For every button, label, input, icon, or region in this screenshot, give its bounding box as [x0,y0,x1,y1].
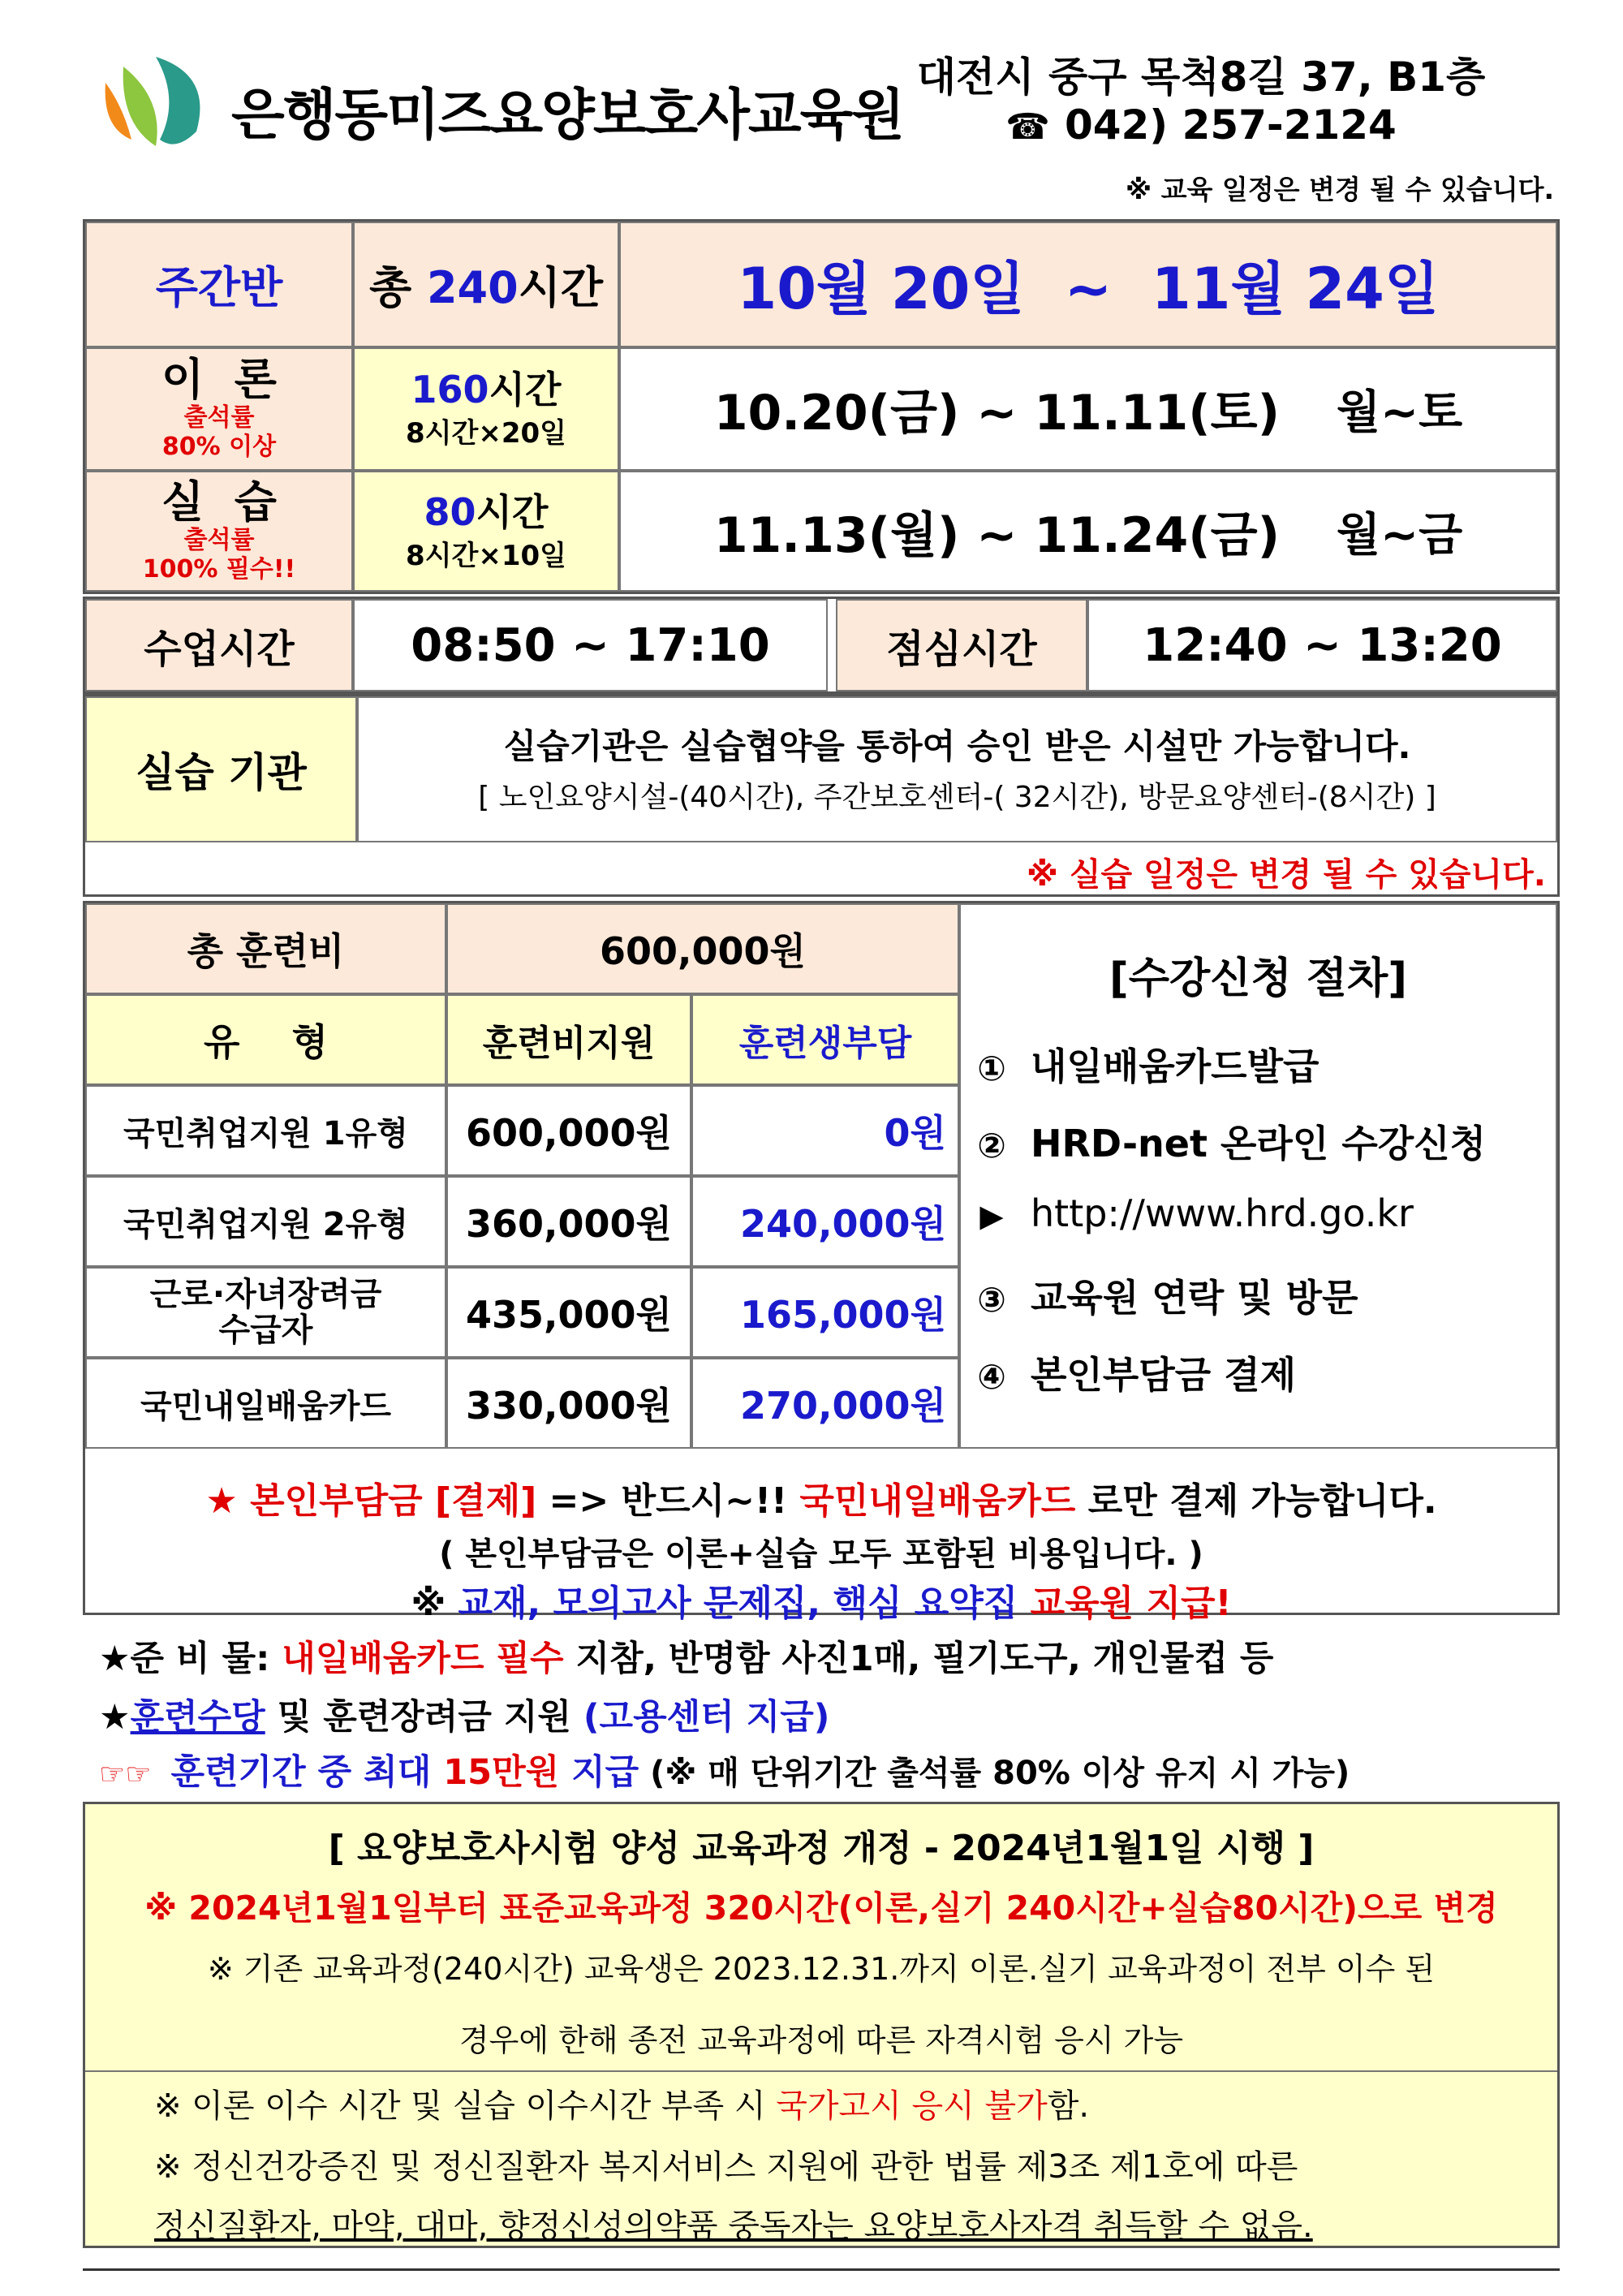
phone-line [893,101,1509,149]
table-cell [691,1358,959,1449]
step-text: 교육원 연락 및 방문 [1031,1276,1358,1320]
materials-note-c: 교육원 지급! [1018,1583,1232,1624]
total-hours-cell [353,222,619,347]
practice-days: 월~금 [1337,508,1463,562]
step-text: HRD-net 온라인 수강신청 [1031,1122,1487,1165]
fee-support: 435,000원 [466,1293,672,1337]
step-text: 본인부담금 결제 [1031,1353,1297,1397]
prep-label: ★준 비 물: [99,1639,282,1679]
fee-type: 근로·자녀장려금 수급자 [149,1276,382,1349]
practice-hours: 80 [424,489,476,534]
star-icon: ★ [99,1697,131,1738]
payment-note-d: 로만 결제 가능합니다. [1075,1480,1437,1522]
class-time-value-cell [353,599,828,691]
prep-line2-text: 및 훈련장려금 지원 [265,1697,583,1738]
table-cell [691,1176,959,1267]
total-hours: 240 [426,262,519,313]
exam-ineligible: 국가고시 응시 불가 [776,2087,1048,2125]
revision-line5-a: ※ 이론 이수 시간 및 실습 이수시간 부족 시 [154,2087,777,2125]
prep-line-1 [99,1631,1273,1681]
total-prefix: 총 [368,262,427,313]
table-cell [446,1267,691,1358]
schedule-change-notice: ※ 교육 일정은 변경 될 수 있습니다. [1126,174,1554,205]
total-fee-value: 600,000원 [600,929,806,973]
practice-org-line1: 실습기관은 실습협약을 통하여 승인 받은 시설만 가능합니다. [503,726,1411,766]
theory-label-cell [85,347,353,471]
practice-hours-suffix: 시간 [476,489,549,534]
payment-note-b: => 반드시~!! [536,1480,800,1522]
theory-hours-cell [353,347,619,471]
class-time-row [83,597,1560,694]
revision-line5-c: 함. [1047,2087,1090,2125]
class-time-label: 수업시간 [144,626,295,672]
practice-org-line2: [ 노인요양시설-(40시간), 주간보호센터-( 32시간), 방문요양센터-(8시간) ] [478,781,1436,814]
step-number: ① [977,1048,1006,1088]
class-type: 주간반 [155,262,283,313]
table-row [85,1267,446,1358]
revision-line6: ※ 정신건강증진 및 정신질환자 복지서비스 지원에 관한 법률 제3조 제1호에 따른 [154,2148,1298,2186]
step-number: ② [977,1125,1006,1165]
theory-attendance-label: 출석률 [183,403,255,432]
table-cell [691,1085,959,1176]
total-fee-value-cell [446,903,959,994]
practice-attendance-req: 100% 필수!! [142,554,296,584]
divider [85,2070,1557,2072]
theory-label: 이 론 [161,354,277,405]
class-time-label-cell [85,599,353,691]
table-cell [446,1085,691,1176]
step-number: ④ [977,1356,1006,1397]
schedule-table [83,219,1560,594]
procedure-link[interactable] [974,1191,1414,1235]
period-cell [619,222,1557,347]
total-fee-label: 총 훈련비 [187,929,345,973]
phone-number: 042) 257-2124 [1064,101,1397,149]
practice-attendance-label: 출석률 [183,525,255,554]
materials-note-b: 교재, 모의고사 문제집, 핵심 요약집 [458,1583,1018,1624]
practice-schedule-notice: ※ 실습 일정은 변경 될 수 있습니다. [1027,856,1546,894]
materials-note-a: ※ [411,1583,458,1624]
fee-header-self-label: 훈련생부담 [738,1023,912,1064]
total-fee-label-cell [85,903,446,994]
org-name: 은행동미즈요양보호사교육원 [231,84,903,148]
fee-header-self [691,994,959,1085]
theory-hours: 160 [411,368,489,411]
payment-note-a: 본인부담금 [결제] [250,1480,537,1522]
fee-self: 0원 [884,1111,946,1155]
table-row [85,1176,446,1267]
step-text: 내일배움카드발급 [1031,1045,1319,1088]
revision-line7: 정신질환자, 마약, 대마, 향정신성의약품 중독자는 요양보호사자격 취득할 수 없음. [154,2208,1313,2245]
fee-support: 360,000원 [466,1202,672,1246]
theory-detail: 8시간×20일 [406,417,566,450]
procedure-step-1 [974,1037,1319,1091]
theory-attendance-req: 80% 이상 [161,433,277,461]
lunch-label-cell [836,599,1087,691]
class-type-cell [85,222,353,347]
prep-line-2 [99,1690,829,1739]
practice-label-cell [85,471,353,592]
fee-header-support [446,994,691,1085]
prep-line-3 [99,1745,1350,1794]
fee-type: 국민취업지원 2유형 [123,1205,408,1243]
payment-note-c: 국민내일배움카드 [799,1480,1076,1522]
fee-support: 330,000원 [466,1384,672,1428]
table-row [85,1358,446,1449]
class-time-value: 08:50 ~ 17:10 [411,618,770,672]
revision-line3: ※ 기존 교육과정(240시간) 교육생은 2023.12.31.까지 이론.실기 교육과정이 전부 이수 된 [207,1951,1436,1987]
fee-header-support-label: 훈련비지원 [482,1023,656,1064]
lunch-value-cell [1087,599,1557,691]
revision-change: ※ 2024년1월1일부터 표준교육과정 320시간(이론,실기 240시간+실습80시간)으로 변경 [144,1889,1498,1928]
practice-dates: 11.13(월) ~ 11.24(금) [713,506,1281,564]
practice-dates-cell [619,471,1557,592]
table-cell [446,1176,691,1267]
payment-note [85,1471,1557,1523]
theory-dates-cell [619,347,1557,471]
lunch-label: 점심시간 [886,626,1037,672]
fee-type: 국민취업지원 1유형 [123,1114,408,1152]
star-icon: ★ [205,1480,238,1522]
training-allowance: 훈련수당 [130,1697,265,1738]
practice-detail: 8시간×10일 [406,539,566,572]
total-suffix: 시간 [518,262,604,313]
fee-type: 국민내일배움카드 [140,1387,392,1425]
practice-org-section [83,694,1560,897]
prep-required: 내일배움카드 필수 [282,1639,564,1679]
pointing-hand-icon: ☞☞ [99,1758,152,1791]
practice-org-label: 실습 기관 [136,749,307,796]
procedure-title: [수강신청 절차] [1109,954,1408,1003]
course-period: 10월 20일 ~ 11월 24일 [737,256,1440,322]
theory-dates: 10.20(금) ~ 11.11(토) [713,385,1281,442]
fee-self: 165,000원 [740,1293,946,1337]
max-allowance-condition: (※ 매 단위기간 출석률 80% 이상 유지 시 가능) [639,1755,1350,1792]
prep-items: 지참, 반명함 사진1매, 필기도구, 개인물컵 등 [563,1639,1274,1679]
practice-label: 실 습 [161,476,277,528]
table-row [85,1085,446,1176]
procedure-step-2 [974,1114,1486,1168]
max-allowance-a: 훈련기간 중 최대 [170,1752,444,1793]
org-logo [99,50,213,156]
fee-support: 600,000원 [466,1111,672,1155]
employment-center-note: (고용센터 지급) [583,1697,830,1738]
curriculum-revision-box [83,1802,1560,2248]
fee-self: 240,000원 [740,1202,946,1246]
practice-org-desc-cell [357,696,1557,842]
theory-days: 월~토 [1337,386,1463,439]
procedure-step-4 [974,1346,1296,1399]
revision-title: [ 요양보호사시험 양성 교육과정 개정 - 2024년1월1일 시행 ] [328,1828,1315,1869]
step-number: ③ [977,1279,1006,1320]
address: 대전시 중구 목척8길 37, B1층 [916,54,1486,101]
table-cell [691,1267,959,1358]
fee-header-type [85,994,446,1085]
lunch-value: 12:40 ~ 13:20 [1143,618,1502,672]
max-allowance-c: 지급 [559,1752,639,1793]
footer-divider [83,2268,1560,2271]
fee-self: 270,000원 [740,1384,946,1428]
practice-hours-cell [353,471,619,592]
theory-hours-suffix: 시간 [489,368,562,411]
arrow-icon: ▶ [979,1197,1004,1234]
practice-org-label-cell [85,696,357,842]
revision-line4: 경우에 한해 종전 교육과정에 따른 자격시험 응시 가능 [458,2022,1184,2058]
hrd-url[interactable]: http://www.hrd.go.kr [1031,1191,1414,1235]
revision-line5 [154,2080,1089,2126]
self-pay-note: ( 본인부담금은 이론+실습 모두 포함된 비용입니다. ) [439,1536,1203,1573]
fee-header-type-label: 유 형 [204,1020,328,1064]
materials-note [85,1574,1557,1626]
telephone-icon: ☎ [1005,106,1050,148]
fee-section [83,901,1560,1624]
procedure-step-3 [974,1269,1358,1322]
max-allowance-amount: 15만원 [443,1752,560,1793]
table-cell [446,1358,691,1449]
